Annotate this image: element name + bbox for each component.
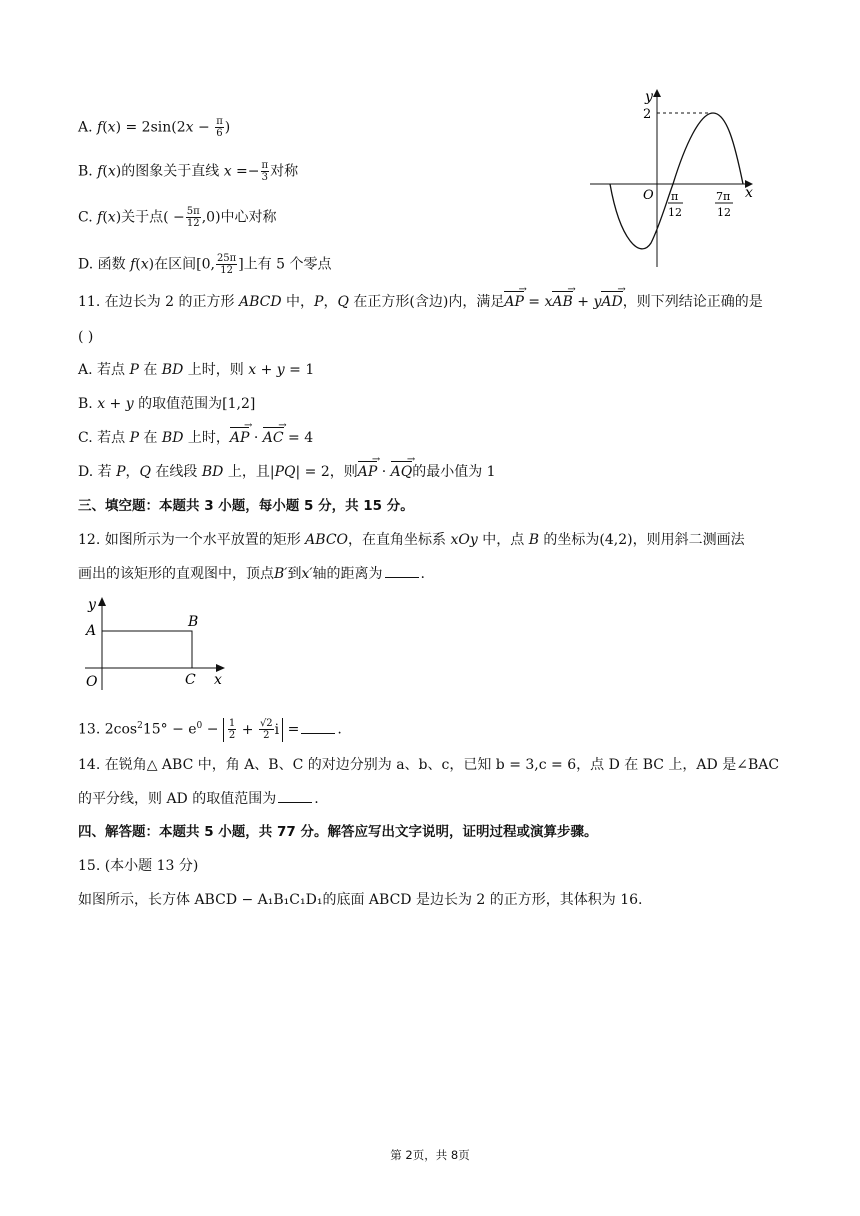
graph-curve (610, 113, 743, 249)
q10-option-b: B. f(x)的图象关于直线 x =− $\frac{\pi}{3}$ 对称 (78, 160, 299, 183)
fraction: $\frac{25\pi}{12}$ (216, 253, 237, 276)
absolute-value: $\frac{1}{2}$ + $\frac{√2}{2}$ i (223, 718, 283, 742)
q13: 13. $2\cos^215^\circ - e^0$ − $\frac{1}{2}$ + $\frac{√2}{2}$ i = . (78, 718, 342, 742)
graph-x-label: x (745, 185, 753, 201)
rectangle-abco (102, 631, 192, 668)
rectangle-figure (80, 592, 230, 692)
graph-tick2-den: 12 (717, 206, 731, 219)
q14-line1: 14. 在锐角△ ABC 中，角 A、B、C 的对边分别为 a、b、c，已知 b = 3,c = 6，点 D 在 BC 上，AD 是∠BAC (78, 757, 780, 773)
fig-c-label: C (185, 672, 196, 688)
q10-option-d: D. 函数 f(x)在区间[0, $\frac{25\pi}{12}$ ]上有 5 个零点 (78, 253, 332, 276)
q11-stem: 11. 在边长为 2 的正方形 ABCD 中，P，Q 在正方形(含边)内，满足AP → = xAB → + yAD →，则下列结论正确的是 (78, 292, 763, 312)
graph-tick2-num: 7π (716, 190, 731, 203)
fraction: $\frac{5\pi}{12}$ (186, 206, 200, 229)
section-fill-in: 三、填空题：本题共 3 小题，每小题 5 分，共 15 分。 (78, 498, 414, 514)
page-footer: 第 2页，共 8页 (390, 1148, 470, 1162)
fraction: $\frac{\pi}{3}$ (261, 160, 269, 183)
graph-y-arrow (653, 89, 661, 97)
answer-blank (301, 733, 335, 734)
fig-b-label: B (188, 614, 199, 630)
q11-paren: ( ) (78, 329, 94, 345)
q11-option-a: A. 若点 P 在 BD 上时，则 x + y = 1 (78, 362, 315, 378)
fig-a-label: A (86, 623, 97, 639)
q11-option-d: D. 若 P，Q 在线段 BD 上，且|PQ| = 2，则AP → · AQ →的最小值为 1 (78, 462, 496, 482)
fig-o-label: O (86, 674, 98, 690)
graph-max-label: 2 (643, 107, 652, 122)
fig-y-label: y (88, 597, 96, 613)
q11-option-b: B. x + y 的取值范围为[1,2] (78, 396, 256, 412)
q11-option-c: C. 若点 P 在 BD 上时，AP → · AC → = 4 (78, 428, 313, 448)
fraction: $\frac{\pi}{6}$ (216, 116, 223, 139)
graph-y-label: y (645, 89, 653, 105)
graph-tick1-num: π (671, 190, 679, 203)
graph-origin-label: O (643, 188, 654, 203)
fig-x-label: x (214, 672, 222, 688)
q15-body: 如图所示，长方体 ABCD − A₁B₁C₁D₁的底面 ABCD 是边长为 2 的正方形，其体积为 16. (78, 892, 643, 908)
q15-heading: 15. (本小题 13 分) (78, 858, 199, 874)
q10-option-a: A. f(x) = 2sin(2x − $\frac{\pi}{6}$ ) (78, 116, 231, 139)
answer-blank (385, 577, 419, 578)
section-solutions: 四、解答题：本题共 5 小题，共 77 分。解答应写出文字说明，证明过程或演算步骤。 (78, 824, 598, 840)
q10-option-c: C. f(x)关于点( − $\frac{5\pi}{12}$ ,0)中心对称 (78, 206, 277, 229)
q12-line1: 12. 如图所示为一个水平放置的矩形 ABCO，在直角坐标系 xOy 中，点 B 的坐标为(4,2)，则用斜二测画法 (78, 532, 745, 548)
q12-line2: 画出的该矩形的直观图中，顶点B′到x′轴的距离为 . (78, 566, 425, 582)
graph-tick1-den: 12 (668, 206, 682, 219)
answer-blank (278, 802, 312, 803)
q14-line2: 的平分线，则 AD 的取值范围为 . (78, 791, 319, 807)
sine-graph (585, 85, 760, 270)
